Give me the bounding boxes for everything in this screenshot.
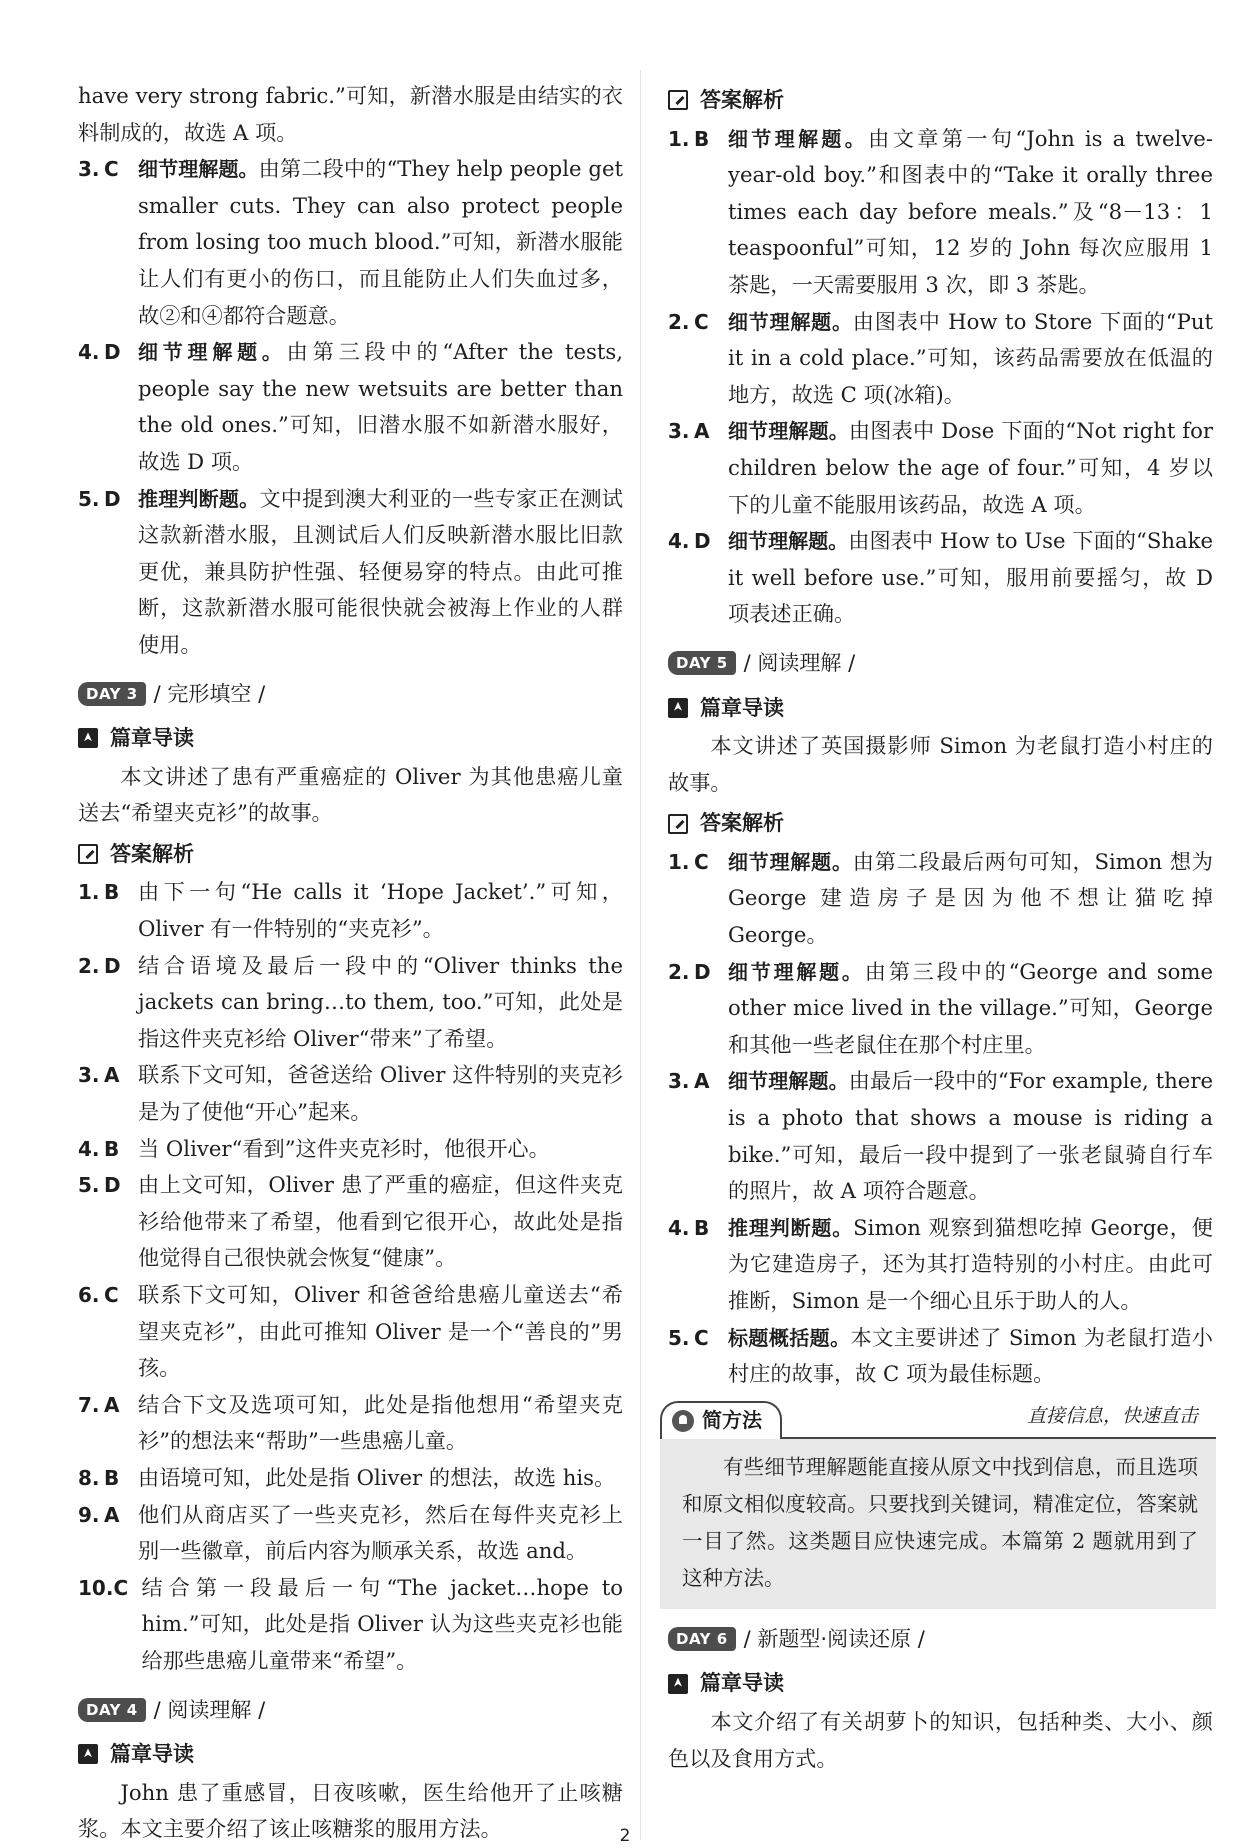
question-type: 细节理解题。 — [728, 1069, 849, 1094]
question-type: 推理判断题。 — [138, 486, 260, 511]
explanation-text: 文中提到澳大利亚的一些专家正在测试这款新潜水服，且测试后人们反映新潜水服比旧款更优，兼具防护性强、轻便易穿的特点。由此可推断，这款新潜水服可能很快就会被海上作业的人群使用。 — [138, 485, 623, 657]
left-column — [78, 78, 623, 1848]
day3-header — [78, 676, 623, 713]
question-number: 2. — [668, 959, 690, 984]
answer-item — [78, 1131, 623, 1168]
answer-item — [78, 1497, 623, 1570]
answer-heading: 答案解析 — [668, 805, 1213, 842]
question-type: 推理判断题。 — [728, 1215, 854, 1240]
method-header — [660, 1399, 1216, 1439]
answer-explanation — [728, 1320, 1213, 1393]
day3-answers — [78, 874, 623, 1679]
answer-letter: D — [104, 953, 121, 978]
answer-explanation — [728, 1063, 1213, 1209]
day5-header — [668, 645, 1213, 682]
answer-letter: C — [104, 1283, 119, 1307]
question-number: 10. — [78, 1575, 114, 1600]
day4-answers — [668, 121, 1213, 633]
question-number: 2. — [668, 309, 690, 334]
answer-explanation — [138, 481, 623, 664]
explanation-text: 由语境可知，此处是指 Oliver 的想法，故选 his。 — [138, 1464, 616, 1490]
column-divider — [640, 70, 641, 1840]
bookmark-icon — [668, 1674, 688, 1694]
answer-item — [78, 481, 623, 664]
answer-heading: 答案解析 — [78, 836, 623, 873]
question-type: 细节理解题。 — [728, 849, 853, 874]
answer-item — [78, 1387, 623, 1460]
question-type: 细节理解题。 — [138, 157, 259, 182]
question-type: 细节理解题。 — [138, 340, 287, 365]
day-title: / 阅读理解 / — [743, 650, 856, 675]
day5-answers — [668, 844, 1213, 1393]
answer-item — [78, 1167, 623, 1277]
guide-heading: 篇章导读 — [668, 690, 1213, 727]
explanation-text: 结合第一段最后一句“The jacket…hope to him.”可知，此处是指 Oliver 认为这些夹克衫也能给那些患癌儿童带来“希望”。 — [141, 1574, 623, 1673]
question-type: 细节理解题。 — [728, 126, 869, 151]
question-number: 5. — [78, 1173, 100, 1198]
answer-explanation — [728, 413, 1213, 523]
edit-icon — [78, 844, 98, 864]
answer-letter: B — [694, 1215, 710, 1240]
day-tag: DAY 6 — [668, 1627, 736, 1651]
question-number: 6. — [78, 1283, 100, 1307]
explanation-text: 他们从商店买了一些夹克衫，然后在每件夹克衫上别一些徽章，前后内容为顺承关系，故选 and。 — [138, 1501, 623, 1564]
answer-letter: C — [113, 1575, 129, 1600]
answer-letter: B — [694, 126, 710, 151]
question-number: 1. — [668, 126, 690, 151]
question-type: 细节理解题。 — [728, 419, 849, 444]
guide-heading: 篇章导读 — [78, 1736, 623, 1773]
explanation-text: 由第二段中的“They help people get smaller cuts. They can also protect people from losing too much blood.”可知，新潜水服能让人们有更小的伤口，而且能防止人们失血过多，故②和④都符合题意。 — [138, 156, 623, 328]
day2-answers-continued — [78, 151, 623, 663]
answer-item — [668, 523, 1213, 633]
question-number: 7. — [78, 1392, 100, 1417]
answer-item — [78, 1277, 623, 1387]
question-number: 4. — [78, 340, 100, 365]
guide-heading: 篇章导读 — [668, 1665, 1213, 1702]
guide-text: 本文讲述了患有严重癌症的 Oliver 为其他患癌儿童送去“希望夹克衫”的故事。 — [78, 763, 623, 826]
answer-item — [78, 1057, 623, 1130]
explanation-text: 由上文可知，Oliver 患了严重的癌症，但这件夹克衫给他带来了希望，他看到它很开心，故此处是指他觉得自己很快就会恢复“健康”。 — [138, 1172, 623, 1271]
question-number: 4. — [668, 529, 690, 554]
guide-text: John 患了重感冒，日夜咳嗽，医生给他开了止咳糖浆。本文主要介绍了该止咳糖浆的服用方法。 — [78, 1779, 623, 1842]
answer-explanation — [138, 151, 623, 334]
bookmark-icon — [78, 1744, 98, 1764]
continued-text: have very strong fabric.”可知，新潜水服是由结实的衣料制成的，故选 A 项。 — [78, 83, 623, 145]
question-number: 2. — [78, 953, 100, 978]
explanation-text: 由文章第一句“John is a twelve-year-old boy.”和图表中的“Take it orally three times each day before meals.”及“8－13：1 teaspoonful”可知，12 岁的 John 每次应服用 1 茶匙，一天需要服用 3 次，即 3 茶匙。 — [728, 125, 1213, 297]
answer-item — [668, 1320, 1213, 1393]
day-title: / 新题型·阅读还原 / — [743, 1626, 925, 1651]
answer-explanation — [728, 1210, 1213, 1320]
guide-text: 本文介绍了有关胡萝卜的知识，包括种类、大小、颜色以及食用方式。 — [668, 1708, 1213, 1771]
question-number: 1. — [668, 849, 690, 874]
explanation-text: 由图表中 How to Use 下面的“Shake it well before use.”可知，服用前要摇匀，故 D 项表述正确。 — [728, 528, 1213, 627]
day-tag: DAY 3 — [78, 682, 146, 706]
answer-item — [668, 1210, 1213, 1320]
question-number: 8. — [78, 1465, 100, 1490]
answer-item — [668, 121, 1213, 304]
bookmark-icon — [78, 728, 98, 748]
answer-letter: D — [104, 1173, 121, 1198]
explanation-text: 由第三段中的“After the tests, people say the new wetsuits are better than the old ones.”可知，旧潜水服不如新潜水服好，故选 D 项。 — [138, 339, 623, 474]
day-tag: DAY 4 — [78, 1698, 146, 1722]
answer-letter: A — [104, 1392, 120, 1417]
answer-letter: D — [694, 529, 711, 554]
question-number: 3. — [78, 1063, 100, 1088]
answer-letter: B — [104, 1465, 120, 1490]
answer-item — [668, 954, 1213, 1064]
question-number: 3. — [78, 157, 100, 182]
question-type: 细节理解题。 — [728, 309, 853, 334]
question-type: 标题概括题。 — [728, 1325, 851, 1350]
answer-letter: A — [694, 419, 710, 444]
explanation-text: Simon 观察到猫想吃掉 George，便为它建造房子，还为其打造特别的小村庄。由此可推断，Simon 是一个细心且乐于助人的人。 — [728, 1214, 1213, 1313]
answer-item — [78, 1460, 623, 1497]
answer-letter: B — [104, 1136, 120, 1161]
answer-letter: D — [104, 340, 121, 365]
answer-letter: D — [104, 486, 121, 511]
explanation-text: 由最后一段中的“For example, there is a photo that shows a mouse is riding a bike.”可知，最后一段中提到了一张老鼠骑自行车的照片，故 A 项符合题意。 — [728, 1068, 1214, 1204]
answer-item — [78, 334, 623, 480]
answer-letter: C — [694, 309, 709, 334]
method-label: 简方法 — [660, 1401, 782, 1439]
question-number: 9. — [78, 1502, 100, 1527]
answer-item — [668, 413, 1213, 523]
answer-item — [668, 304, 1213, 414]
explanation-text: 结合语境及最后一段中的“Oliver thinks the jackets can bring…to them, too.”可知，此处是指这件夹克衫给 Oliver“带来”了希望。 — [138, 952, 623, 1051]
page-number: 2 — [619, 1826, 631, 1846]
answer-item — [78, 948, 623, 1058]
explanation-text: 由第二段最后两句可知，Simon 想为 George 建造房子是因为他不想让猫吃掉 George。 — [728, 848, 1213, 948]
explanation-text: 联系下文可知，Oliver 和爸爸给患癌儿童送去“希望夹克衫”，由此可推知 Oliver 是一个“善良的”男孩。 — [138, 1282, 623, 1381]
guide-heading: 篇章导读 — [78, 720, 623, 757]
right-column — [668, 78, 1213, 1777]
answer-item — [668, 1063, 1213, 1209]
answer-explanation — [138, 334, 623, 480]
answer-letter: C — [104, 157, 119, 182]
answer-explanation — [728, 121, 1213, 304]
question-number: 3. — [668, 1069, 690, 1094]
answer-item — [78, 151, 623, 334]
explanation-text: 本文主要讲述了 Simon 为老鼠打造小村庄的故事，故 C 项为最佳标题。 — [728, 1324, 1213, 1387]
question-number: 4. — [78, 1136, 100, 1161]
question-number: 5. — [78, 486, 100, 511]
question-number: 1. — [78, 880, 100, 905]
edit-icon — [668, 814, 688, 834]
explanation-text: 由图表中 Dose 下面的“Not right for children below the age of four.”可知，4 岁以下的儿童不能服用该药品，故选 A 项。 — [728, 418, 1214, 517]
day4-header — [78, 1692, 623, 1729]
edit-icon — [668, 90, 688, 110]
answer-item — [78, 1570, 623, 1680]
answer-item — [78, 874, 623, 947]
answer-letter: D — [694, 959, 711, 984]
day-title: / 阅读理解 / — [153, 1697, 266, 1722]
answer-letter: A — [104, 1502, 120, 1527]
method-slogan: 直接信息，快速直击 — [1026, 1405, 1198, 1428]
explanation-text: 由下一句“He calls it ‘Hope Jacket’.”可知，Oliver 有一件特别的“夹克衫”。 — [138, 879, 623, 942]
explanation-text: 联系下文可知，爸爸送给 Oliver 这件特别的夹克衫是为了使他“开心”起来。 — [138, 1062, 623, 1125]
answer-explanation — [728, 954, 1213, 1064]
bell-icon — [672, 1410, 694, 1432]
answer-letter: B — [104, 880, 120, 905]
question-type: 细节理解题。 — [728, 959, 865, 984]
method-tip-box — [660, 1399, 1216, 1609]
explanation-text: 结合下文及选项可知，此处是指他想用“希望夹克衫”的想法来“帮助”一些患癌儿童。 — [138, 1391, 623, 1454]
explanation-text: 由第三段中的“George and some other mice lived in the village.”可知，George 和其他一些老鼠住在那个村庄里。 — [728, 958, 1214, 1057]
question-number: 3. — [668, 419, 690, 444]
day-tag: DAY 5 — [668, 651, 736, 675]
day-title: / 完形填空 / — [153, 681, 266, 706]
answer-letter: C — [694, 1325, 709, 1350]
question-number: 5. — [668, 1325, 690, 1350]
guide-text: 本文讲述了英国摄影师 Simon 为老鼠打造小村庄的故事。 — [668, 733, 1213, 795]
method-text: 有些细节理解题能直接从原文中找到信息，而且选项和原文相似度较高。只要找到关键词，精准定位，答案就一目了然。这类题目应快速完成。本篇第 2 题就用到了这种方法。 — [660, 1439, 1216, 1609]
question-number: 4. — [668, 1215, 690, 1240]
bookmark-icon — [668, 698, 688, 718]
question-type: 细节理解题。 — [728, 529, 849, 554]
answer-letter: C — [694, 849, 709, 874]
answer-heading: 答案解析 — [668, 82, 1213, 119]
answer-letter: A — [694, 1069, 710, 1094]
answer-letter: A — [104, 1063, 120, 1088]
answer-explanation — [728, 844, 1213, 954]
day6-header — [668, 1621, 1213, 1658]
answer-explanation — [728, 304, 1213, 414]
answer-explanation — [728, 523, 1213, 633]
explanation-text: 由图表中 How to Store 下面的“Put it in a cold place.”可知，该药品需要放在低温的地方，故选 C 项(冰箱)。 — [728, 308, 1213, 407]
explanation-text: 当 Oliver“看到”这件夹克衫时，他很开心。 — [138, 1135, 550, 1161]
answer-item — [668, 844, 1213, 954]
